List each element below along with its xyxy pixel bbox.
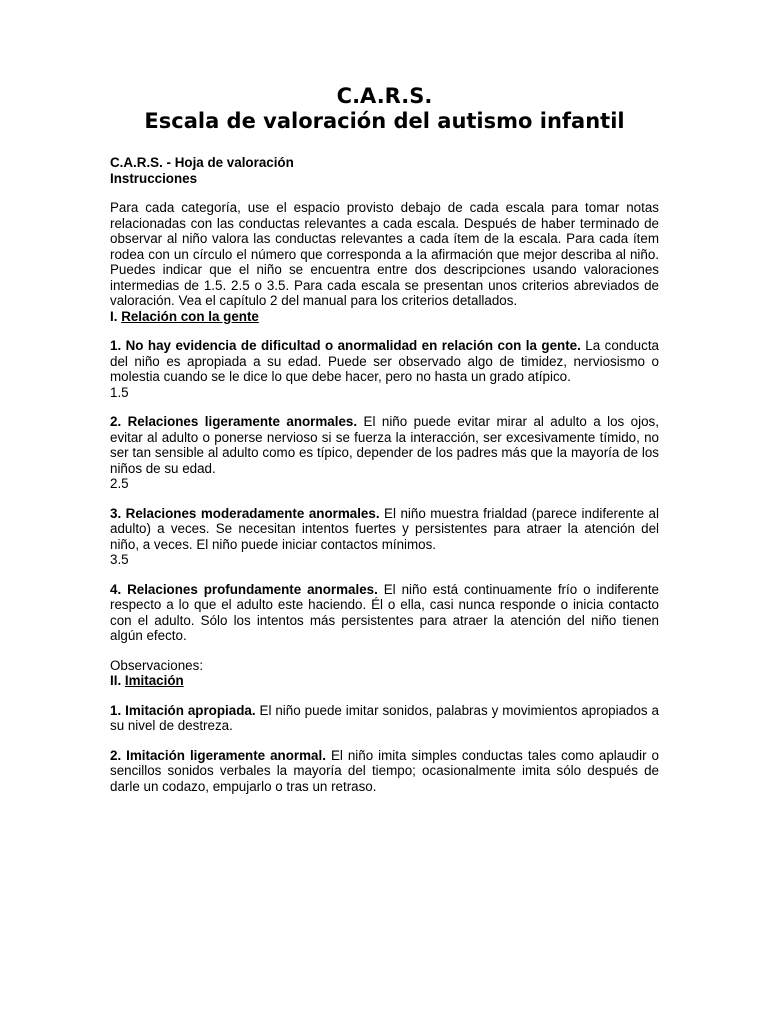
s1-observations-label: Observaciones: <box>110 657 204 673</box>
sheet-label: C.A.R.S. - Hoja de valoración <box>110 155 294 170</box>
s1-item-3-title: 3. Relaciones moderadamente anormales. <box>110 505 380 521</box>
s2-item-2-title: 2. Imitación ligeramente anormal. <box>110 747 326 763</box>
section-1-name: Relación con la gente <box>121 308 259 324</box>
sheet-header <box>110 155 659 186</box>
s1-item-4-text: El niño está continuamente frío o indiferente respecto a lo que el adulto este haciendo. Él o ella, casi nunca responde o inicia contacto con el adulto. Sólo los intentos más persistentes para atraer la atención del niño tienen algún efecto. <box>110 581 659 643</box>
s1-item-1-title: 1. No hay evidencia de dificultad o anormalidad en relación con la gente. <box>110 338 581 353</box>
s1-item-4 <box>110 582 659 644</box>
instructions-label: Instrucciones <box>110 170 198 186</box>
s2-item-1-title: 1. Imitación apropiada. <box>110 702 256 718</box>
section-2-heading <box>110 673 659 689</box>
document-title <box>110 84 659 134</box>
s1-item-2-text: El niño puede evitar mirar al adulto a los ojos, evitar al adulto o ponerse nervioso si se fuerza la interacción, ser excesivamente tímido, no ser tan sensible al adulto como es típico, depender de los padres más que la mayoría de los niños de su edad. <box>110 414 659 476</box>
section-2-name: Imitación <box>124 673 184 688</box>
s1-item-2-score: 2.5 <box>110 476 129 491</box>
document-page <box>110 84 659 794</box>
s1-item-2 <box>110 414 659 476</box>
section-1-heading <box>110 309 659 325</box>
section-1-number: I. <box>110 308 118 324</box>
s1-item-1-text: La conducta del niño es apropiada a su edad. Puede ser observado algo de timidez, nerviosismo o molestia cuando se le dice lo que debe hacer, pero no hasta un grado atípico. <box>110 338 659 384</box>
s2-item-1-text: El niño puede imitar sonidos, palabras y movimientos apropiados a su nivel de destreza. <box>110 702 659 733</box>
s1-item-3-text: El niño muestra frialdad (parece indiferente al adulto) a veces. Se necesitan intentos fuertes y persistentes para atraer la atención del niño, a veces. El niño puede iniciar contactos mínimos. <box>110 505 659 552</box>
s1-item-1-score: 1.5 <box>110 384 129 400</box>
s2-item-2 <box>110 748 659 795</box>
s1-item-4-title: 4. Relaciones profundamente anormales. <box>110 581 378 597</box>
title-line-2: Escala de valoración del autismo infantil <box>144 109 625 133</box>
s1-item-2-title: 2. Relaciones ligeramente anormales. <box>110 414 358 429</box>
title-line-1: C.A.R.S. <box>336 84 433 108</box>
section-2-number: II. <box>110 673 122 688</box>
s1-item-1 <box>110 338 659 385</box>
s2-item-1 <box>110 703 659 734</box>
s2-item-2-text: El niño imita simples conductas tales como aplaudir o sencillos sonidos verbales la mayoría del tiempo; ocasionalmente imita sólo después de darle un codazo, empujarlo o tras un retraso. <box>110 747 659 794</box>
s1-item-3-score: 3.5 <box>110 552 129 567</box>
s1-item-3 <box>110 506 659 553</box>
instructions-paragraph: Para cada categoría, use el espacio provisto debajo de cada escala para tomar notas relacionadas con las conductas relevantes a cada escala. Después de haber terminado de observar al niño valora las conductas relevantes a cada ítem de la escala. Para cada ítem rodea con un círculo el número que corresponda a la afirmación que mejor describa al niño. Puedes indicar que el niño se encuentra entre dos descripciones usando valoraciones intermedias de 1.5. 2.5 o 3.5. Para cada escala se presentan unos criterios abreviados de valoración. Vea el capítulo 2 del manual para los criterios detallados. <box>110 200 659 308</box>
